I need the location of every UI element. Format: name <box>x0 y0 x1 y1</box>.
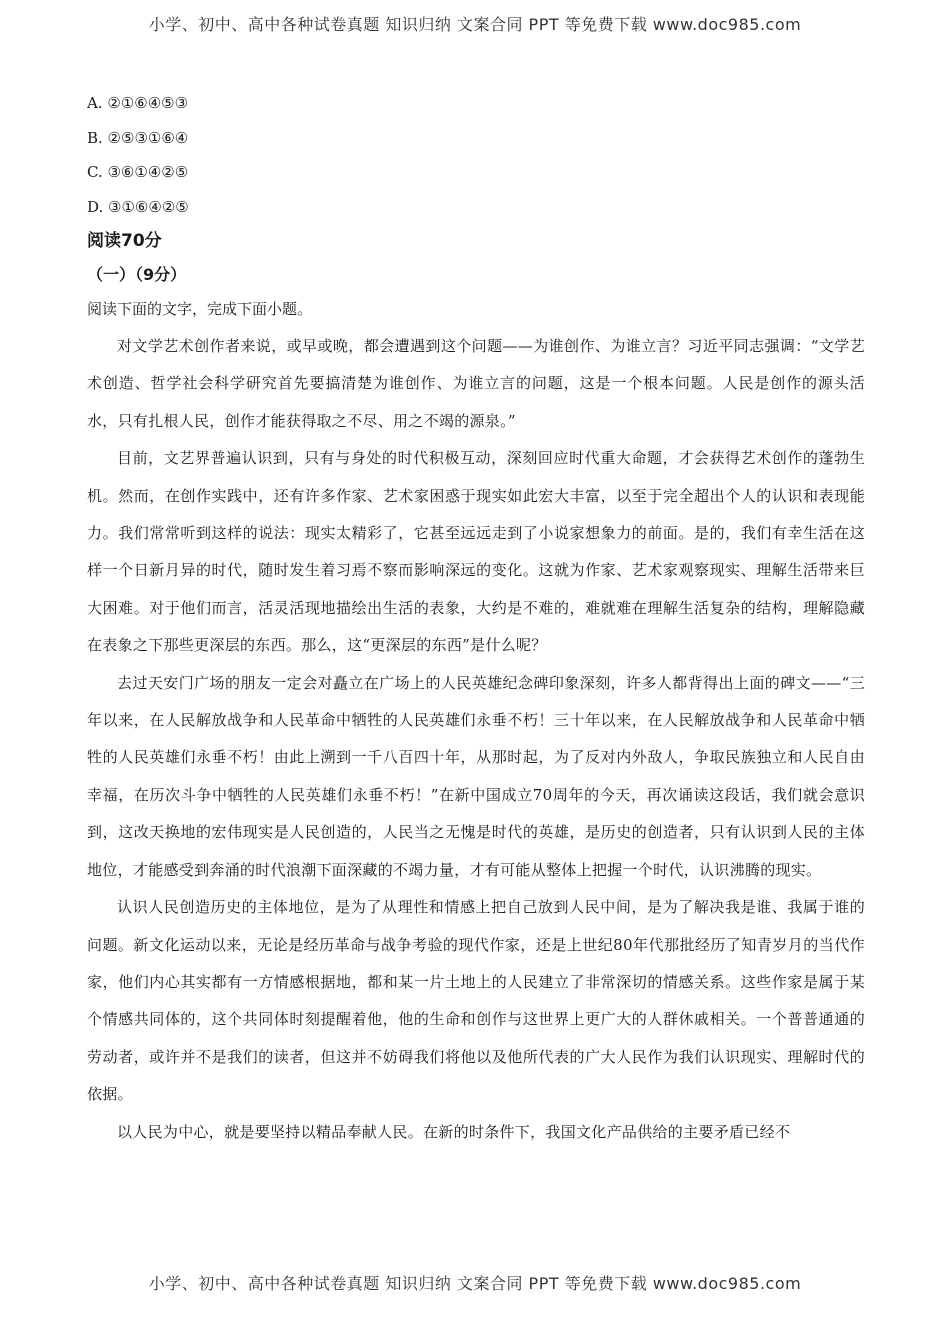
answer-option-d: D. ③①⑥④②⑤ <box>87 197 189 216</box>
page-header: 小学、初中、高中各种试卷真题 知识归纳 文案合同 PPT 等免费下载 www.doc985.com <box>148 15 802 34</box>
reading-instruction: 阅读下面的文字，完成下面小题。 <box>87 300 313 318</box>
answer-option-c: C. ③⑥①④②⑤ <box>87 163 189 181</box>
section-subtitle: （一）（9分） <box>87 265 187 284</box>
passage-paragraph-1: 对文学艺术创作者来说，或早或晚，都会遭遇到这个问题——为谁创作、为谁立言？习近平同志强调：“文学艺术创造、哲学社会科学研究首先要搞清楚为谁创作、为谁立言的问题，这是一个根本问题。人民是创作的源头活水，只有扎根人民，创作才能获得取之不尽、用之不竭的源泉。” <box>87 337 865 430</box>
document-body <box>87 86 865 1151</box>
section-title: 阅读70分 <box>87 231 162 251</box>
passage-paragraph-5: 以人民为中心，就是要坚持以精品奉献人民。在新的时条件下，我国文化产品供给的主要矛盾已经不 <box>117 1122 791 1141</box>
passage-paragraph-4: 认识人民创造历史的主体地位，是为了从理性和情感上把自己放到人民中间，是为了解决我是谁、我属于谁的问题。新文化运动以来，无论是经历革命与战争考验的现代作家，还是上世纪80年代那批经历了知青岁月的当代作家，他们内心其实都有一方情感根据地，都和某一片土地上的人民建立了非常深切的情感关系。这些作家是属于某个情感共同体的，这个共同体时刻提醒着他，他的生命和创作与这世界上更广大的人群休戚相关。一个普普通通的劳动者，或许并不是我们的读者，但这并不妨碍我们将他以及他所代表的广大人民作为我们认识现实、理解时代的依据。 <box>87 898 865 1104</box>
answer-option-b: B. ②⑤③①⑥④ <box>87 128 189 147</box>
page-footer: 小学、初中、高中各种试卷真题 知识归纳 文案合同 PPT 等免费下载 www.doc985.com <box>148 1274 802 1293</box>
passage-paragraph-3: 去过天安门广场的朋友一定会对矗立在广场上的人民英雄纪念碑印象深刻，许多人都背得出上面的碑文——“三年以来，在人民解放战争和人民革命中牺牲的人民英雄们永垂不朽！三十年以来，在人民解放战争和人民革命中牺牲的人民英雄们永垂不朽！由此上溯到一千八百四十年，从那时起，为了反对内外敌人，争取民族独立和人民自由幸福，在历次斗争中牺牲的人民英雄们永垂不朽！”在新中国成立70周年的今天，再次诵读这段话，我们就会意识到，这改天换地的宏伟现实是人民创造的，人民当之无愧是时代的英雄，是历史的创造者，只有认识到人民的主体地位，才能感受到奔涌的时代浪潮下面深藏的不竭力量，才有可能从整体上把握一个时代，认识沸腾的现实。 <box>87 673 865 879</box>
answer-option-a: A. ②①⑥④⑤③ <box>87 94 189 112</box>
passage-paragraph-2: 目前，文艺界普遍认识到，只有与身处的时代积极互动，深刻回应时代重大命题，才会获得艺术创作的蓬勃生机。然而，在创作实践中，还有许多作家、艺术家困惑于现实如此宏大丰富，以至于完全超出个人的认识和表现能力。我们常常听到这样的说法：现实太精彩了，它甚至远远走到了小说家想象力的前面。是的，我们有幸生活在这样一个日新月异的时代，随时发生着习焉不察而影响深远的变化。这就为作家、艺术家观察现实、理解生活带来巨大困难。对于他们而言，活灵活现地描绘出生活的表象，大约是不难的，难就难在理解生活复杂的结构，理解隐藏在表象之下那些更深层的东西。那么，这“更深层的东西”是什么呢？ <box>87 449 865 655</box>
